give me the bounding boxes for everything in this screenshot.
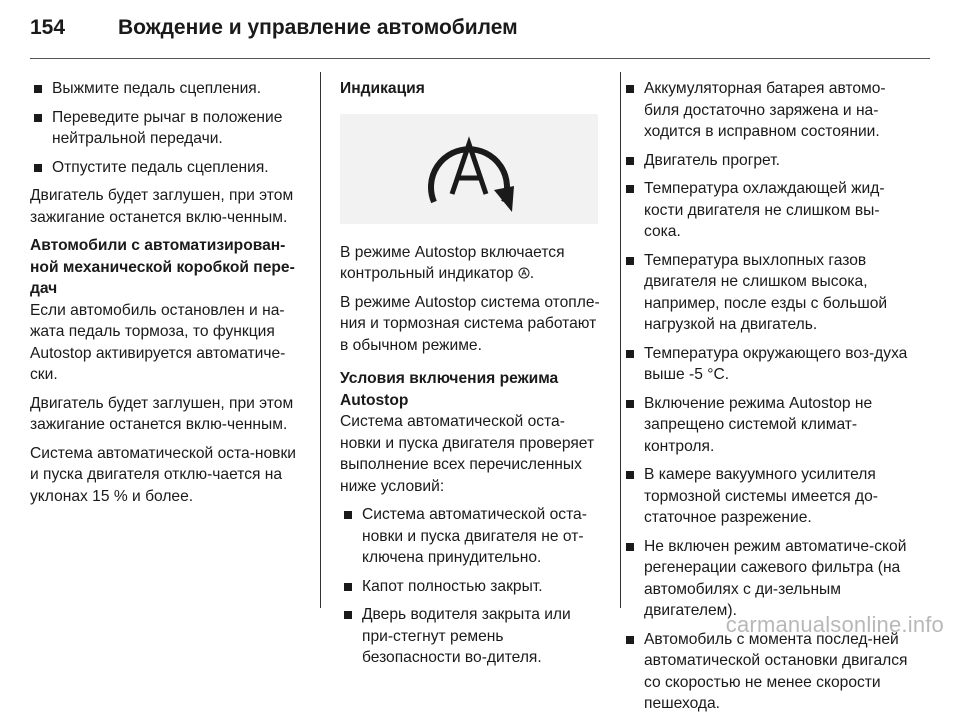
list-item: Аккумуляторная батарея автомо-биля достаточно заряжена и на-ходится в исправном состоянии. xyxy=(622,78,912,143)
list-item: Переведите рычаг в положение нейтральной передачи. xyxy=(30,107,300,150)
column-left xyxy=(30,78,300,514)
list-item: Температура выхлопных газов двигателя не слишком высока, например, после езды с большой нагрузкой на двигатель. xyxy=(622,250,912,336)
paragraph: Двигатель будет заглушен, при этом зажигание останется вклю-ченным. xyxy=(30,187,294,226)
page-number: 154 xyxy=(30,16,66,39)
list-item: Не включен режим автоматиче-ской регенерации сажевого фильтра (на автомобилях с ди-зельным двигателем). xyxy=(622,536,912,622)
page-header xyxy=(30,16,930,44)
list-item: Температура окружающего воз-духа выше -5 °C. xyxy=(622,343,912,386)
list-item: Включение режима Autostop не запрещено системой климат-контроля. xyxy=(622,393,912,458)
list-item: Двигатель прогрет. xyxy=(622,150,912,172)
page-title: Вождение и управление автомобилем xyxy=(118,16,518,39)
conditions-list xyxy=(340,504,605,669)
indicator-illustration xyxy=(340,114,598,224)
column-divider xyxy=(620,72,621,608)
list-item: Автомобиль с момента послед-ней автоматической остановки двигался со скоростью не менее скорости пешехода. xyxy=(622,629,912,715)
watermark: carmanualsonline.info xyxy=(725,612,944,637)
paragraph: В режиме Autostop система отопле-ния и тормозная система работают в обычном режиме. xyxy=(340,293,600,354)
list-item: В камере вакуумного усилителя тормозной системы имеется до-статочное разрежение. xyxy=(622,464,912,529)
list-item: Капот полностью закрыт. xyxy=(340,576,605,598)
list-item: Отпустите педаль сцепления. xyxy=(30,157,300,179)
autostop-a-icon xyxy=(518,267,530,279)
paragraph: Система автоматической оста-новки и пуска двигателя отклю-чается на уклонах 15 % и более. xyxy=(30,444,296,505)
list-item: Система автоматической оста-новки и пуска двигателя не от-ключена принудительно. xyxy=(340,504,605,569)
section-heading: Условия включения режима Autostop xyxy=(340,370,559,409)
column-divider xyxy=(320,72,321,608)
column-middle xyxy=(340,78,605,676)
autostop-a-icon xyxy=(414,124,524,214)
steps-list xyxy=(30,78,300,178)
header-rule xyxy=(30,58,930,59)
section-heading: Автомобили с автоматизирован-ной механической коробкой пере-дач xyxy=(30,237,295,297)
paragraph: Система автоматической оста-новки и пуска двигателя проверяет выполнение всех перечисленных ниже условий: xyxy=(340,413,595,495)
paragraph: Если автомобиль остановлен и на-жата педаль тормоза, то функция Autostop активируется автоматиче-ски. xyxy=(30,301,286,383)
section-heading: Индикация xyxy=(340,80,425,97)
list-item: Дверь водителя закрыта или при-стегнут ремень безопасности во-дителя. xyxy=(340,604,605,669)
paragraph: В режиме Autostop включается контрольный индикатор . xyxy=(340,243,565,282)
list-item: Выжмите педаль сцепления. xyxy=(30,78,300,100)
list-item: Температура охлаждающей жид-кости двигателя не слишком вы-сока. xyxy=(622,178,912,243)
paragraph: Двигатель будет заглушен, при этом зажигание останется вклю-ченным. xyxy=(30,394,294,433)
